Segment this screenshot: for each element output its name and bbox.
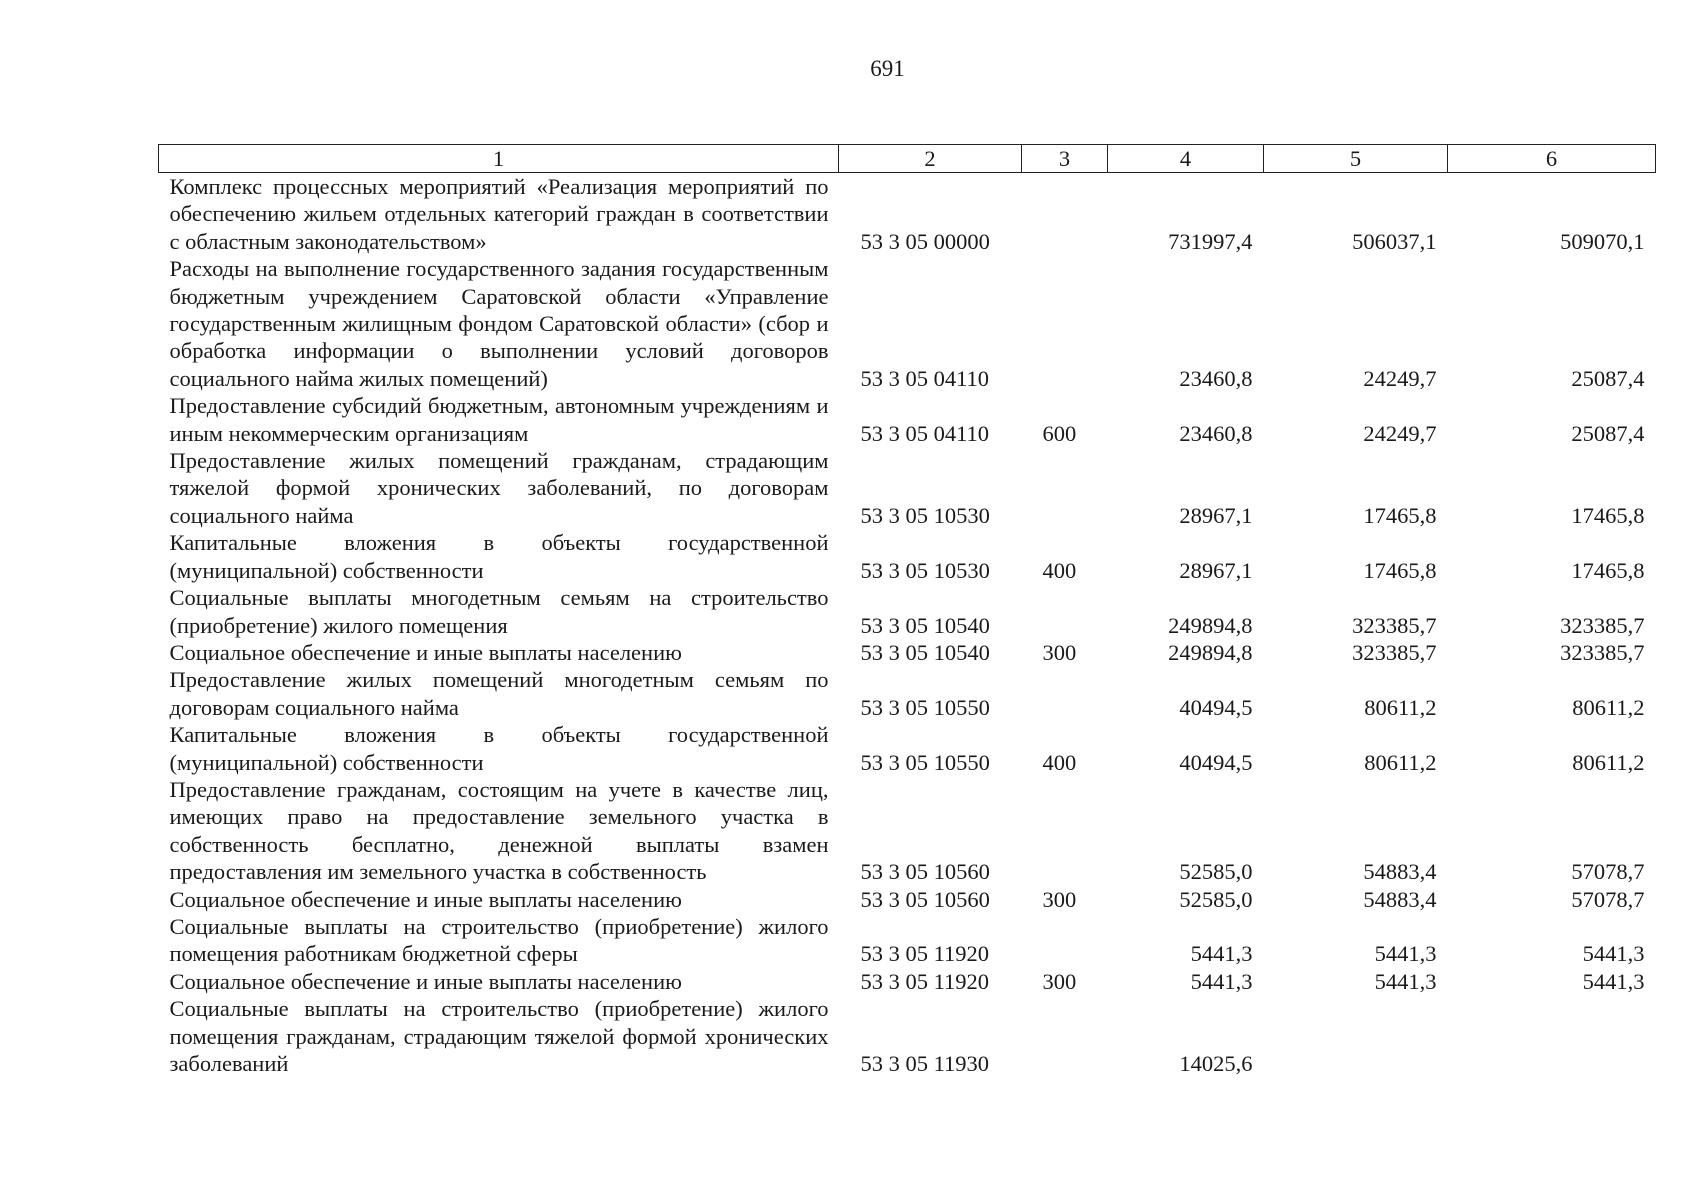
column-header: 5 — [1264, 145, 1448, 173]
target-article-code: 53 3 05 04110 — [860, 420, 990, 446]
expense-type-code — [1022, 913, 1108, 968]
column-header: 4 — [1108, 145, 1264, 173]
page-number: 691 — [870, 56, 905, 81]
amount-col-6: 57078,7 — [1571, 859, 1645, 885]
row-description: Социальные выплаты многодетным семьям на строительство (приобретение) жилого помещения — [169, 585, 829, 638]
expense-type-code: 400 — [1042, 557, 1077, 583]
amount-col-4: 23460,8 — [1179, 365, 1253, 391]
amount-col-5: 17465,8 — [1363, 557, 1437, 583]
table-row — [159, 529, 1656, 584]
amount-col-5: 5441,3 — [1374, 968, 1437, 994]
table-row — [159, 392, 1656, 447]
target-article-code: 53 3 05 04110 — [860, 365, 990, 391]
target-article-code: 53 3 05 11930 — [860, 1051, 990, 1076]
amount-col-6: 17465,8 — [1571, 557, 1645, 583]
row-description: Предоставление жилых помещений многодетным семьям по договорам социального найма — [169, 667, 829, 720]
target-article-code: 53 3 05 10550 — [860, 749, 990, 775]
row-description: Комплекс процессных мероприятий «Реализация мероприятий по обеспечению жильем отдельных категорий граждан в соответствии с областным законодательством» — [169, 174, 829, 254]
row-description: Предоставление гражданам, состоящим на учете в качестве лиц, имеющих право на предоставление земельного участка в собственность бесплатно, денежной выплаты взамен предоставления им земельного участка в собственность — [169, 776, 829, 885]
amount-col-6: 323385,7 — [1560, 612, 1645, 638]
column-header: 6 — [1448, 145, 1656, 173]
amount-col-6: 323385,7 — [1560, 639, 1645, 665]
row-description: Предоставление субсидий бюджетным, автономным учреждениям и иным некоммерческим организациям — [169, 393, 829, 446]
amount-col-4: 249894,8 — [1168, 612, 1253, 638]
expense-type-code — [1022, 666, 1108, 721]
amount-col-5: 17465,8 — [1363, 502, 1437, 528]
amount-col-5: 5441,3 — [1374, 941, 1437, 967]
table-row — [159, 995, 1656, 1077]
row-description: Социальные выплаты на строительство (приобретение) жилого помещения гражданам, страдающим тяжелой формой хронических заболеваний — [169, 996, 829, 1076]
amount-col-6 — [1448, 995, 1656, 1077]
amount-col-5: 54883,4 — [1363, 859, 1437, 885]
target-article-code: 53 3 05 10530 — [860, 557, 990, 583]
expense-type-code — [1022, 776, 1108, 886]
expense-type-code — [1022, 995, 1108, 1077]
column-header: 3 — [1022, 145, 1108, 173]
amount-col-6: 25087,4 — [1571, 420, 1645, 446]
amount-col-6: 80611,2 — [1572, 694, 1645, 720]
row-description: Социальное обеспечение и иные выплаты населению — [169, 968, 682, 994]
amount-col-5: 323385,7 — [1352, 612, 1437, 638]
table-row — [159, 666, 1656, 721]
target-article-code: 53 3 05 10540 — [860, 612, 990, 638]
amount-col-4: 5441,3 — [1190, 941, 1253, 967]
amount-col-6: 5441,3 — [1582, 941, 1645, 967]
expense-type-code: 600 — [1042, 420, 1077, 446]
target-article-code: 53 3 05 10560 — [860, 859, 990, 885]
amount-col-4: 731997,4 — [1168, 228, 1253, 254]
table-row — [159, 584, 1656, 639]
expense-type-code: 400 — [1042, 749, 1077, 775]
row-description: Социальное обеспечение и иные выплаты населению — [169, 639, 682, 665]
amount-col-5: 54883,4 — [1363, 886, 1437, 912]
amount-col-4: 28967,1 — [1179, 557, 1253, 583]
row-description: Капитальные вложения в объекты государственной (муниципальной) собственности — [169, 722, 829, 775]
amount-col-4: 5441,3 — [1190, 968, 1253, 994]
amount-col-4: 14025,6 — [1179, 1051, 1253, 1076]
target-article-code: 53 3 05 11920 — [860, 968, 990, 994]
expense-type-code — [1022, 173, 1108, 256]
table-body — [159, 173, 1656, 1078]
target-article-code: 53 3 05 00000 — [860, 228, 990, 254]
expense-type-code: 300 — [1042, 886, 1077, 912]
expense-type-code: 300 — [1042, 968, 1077, 994]
target-article-code: 53 3 05 11920 — [860, 941, 990, 967]
table-row — [159, 886, 1656, 913]
table-row — [159, 721, 1656, 776]
amount-col-4: 40494,5 — [1179, 694, 1253, 720]
target-article-code: 53 3 05 10530 — [860, 502, 990, 528]
amount-col-6: 509070,1 — [1560, 228, 1645, 254]
amount-col-5 — [1264, 995, 1448, 1077]
amount-col-5: 24249,7 — [1363, 420, 1437, 446]
row-description: Расходы на выполнение государственного задания государственным бюджетным учреждением Саратовской области «Управление государственным жилищным фондом Саратовской области» (сбор и обработка информации о выполнении условий договоров социального найма жилых помещений) — [169, 256, 829, 391]
amount-col-4: 23460,8 — [1179, 420, 1253, 446]
column-header: 2 — [839, 145, 1022, 173]
column-header: 1 — [159, 145, 839, 173]
amount-col-5: 80611,2 — [1364, 694, 1437, 720]
target-article-code: 53 3 05 10560 — [860, 886, 990, 912]
column-number-row — [159, 145, 1656, 173]
amount-col-6: 5441,3 — [1582, 968, 1645, 994]
budget-table — [158, 144, 1656, 1077]
amount-col-4: 28967,1 — [1179, 502, 1253, 528]
amount-col-6: 25087,4 — [1571, 365, 1645, 391]
table-row — [159, 639, 1656, 666]
table-row — [159, 913, 1656, 968]
amount-col-4: 52585,0 — [1179, 886, 1253, 912]
row-description: Социальные выплаты на строительство (приобретение) жилого помещения работникам бюджетной сферы — [169, 913, 829, 967]
expense-type-code: 300 — [1042, 639, 1077, 665]
table-row — [159, 255, 1656, 392]
amount-col-6: 17465,8 — [1571, 502, 1645, 528]
amount-col-4: 40494,5 — [1179, 749, 1253, 775]
expense-type-code — [1022, 255, 1108, 392]
row-description: Капитальные вложения в объекты государственной (муниципальной) собственности — [169, 530, 829, 583]
expense-type-code — [1022, 447, 1108, 529]
table-row — [159, 173, 1656, 256]
amount-col-6: 57078,7 — [1571, 886, 1645, 912]
amount-col-4: 249894,8 — [1168, 639, 1253, 665]
amount-col-5: 323385,7 — [1352, 639, 1437, 665]
amount-col-4: 52585,0 — [1179, 859, 1253, 885]
row-description: Социальное обеспечение и иные выплаты населению — [169, 886, 682, 912]
amount-col-5: 506037,1 — [1352, 228, 1437, 254]
table-row — [159, 968, 1656, 995]
amount-col-5: 24249,7 — [1363, 365, 1437, 391]
target-article-code: 53 3 05 10540 — [860, 639, 990, 665]
amount-col-6: 80611,2 — [1572, 749, 1645, 775]
row-description: Предоставление жилых помещений гражданам, страдающим тяжелой формой хронических заболеваний, по договорам социального найма — [169, 448, 829, 528]
table-row — [159, 776, 1656, 886]
table-row — [159, 447, 1656, 529]
amount-col-5: 80611,2 — [1364, 749, 1437, 775]
target-article-code: 53 3 05 10550 — [860, 694, 990, 720]
expense-type-code — [1022, 584, 1108, 639]
